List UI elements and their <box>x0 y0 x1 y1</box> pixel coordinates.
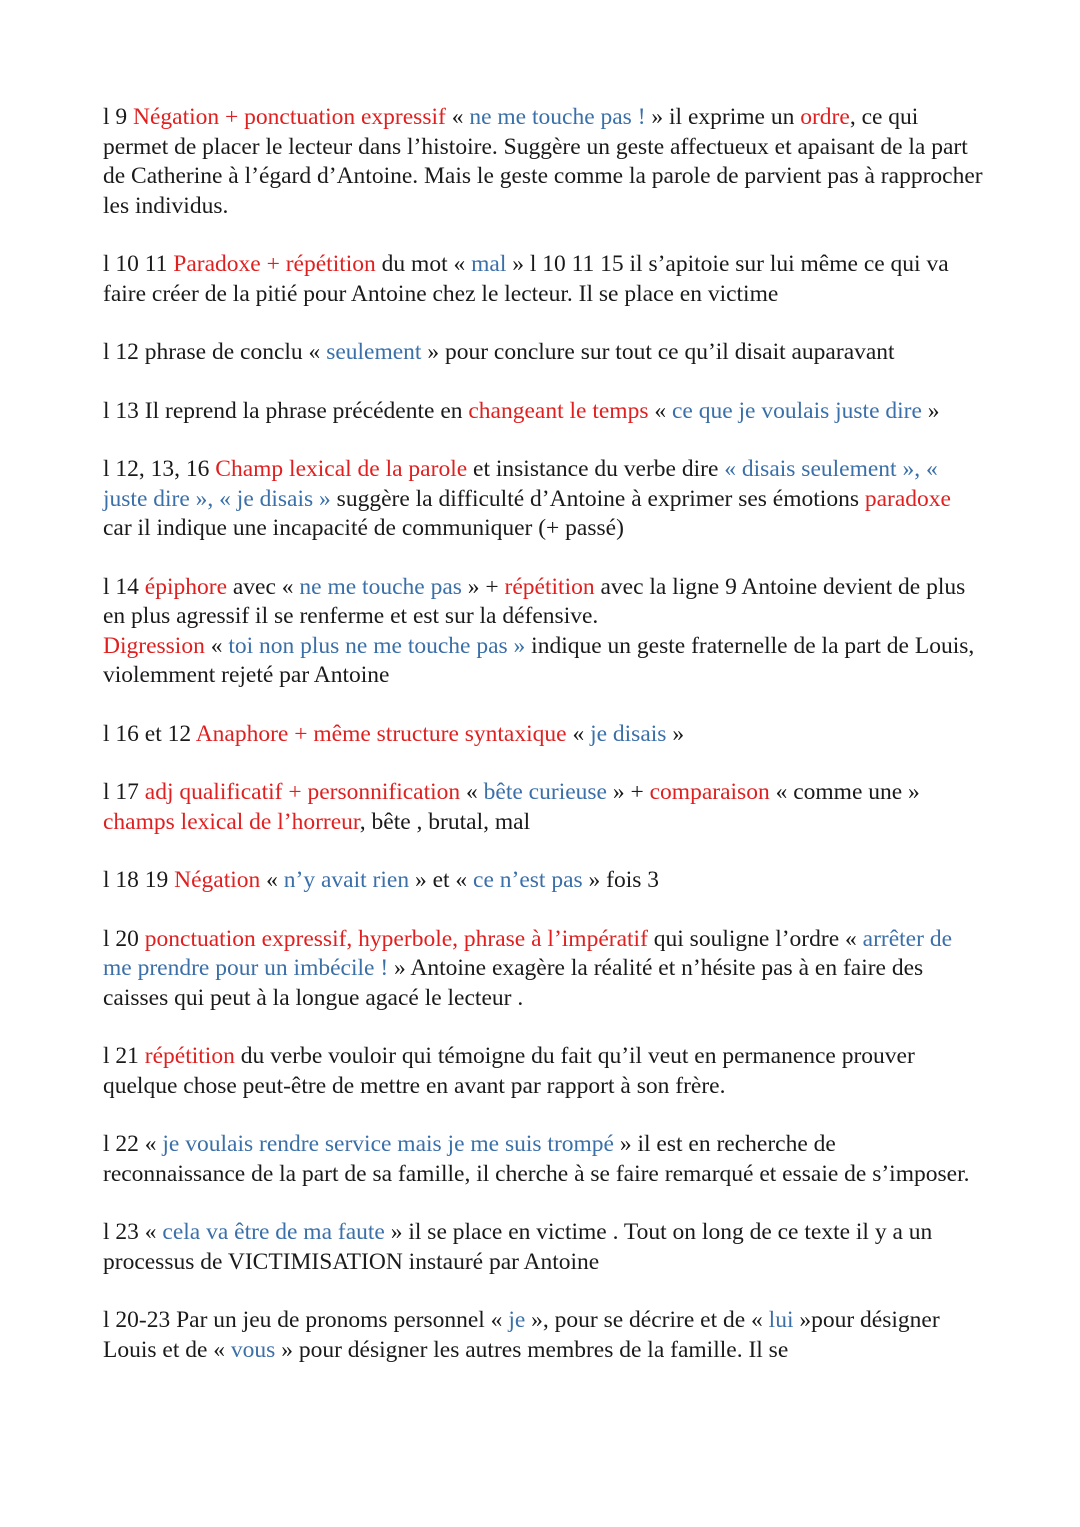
body-text: » pour désigner les autres membres de la famille. Il se <box>275 1336 789 1363</box>
analysis-paragraph <box>103 1218 983 1277</box>
body-text: l 21 <box>103 1043 145 1069</box>
figure-of-speech-text: Négation + ponctuation expressif <box>133 104 446 130</box>
quotation-text: je voulais rendre service mais je me suis trompé <box>162 1131 614 1157</box>
body-text: » <box>921 397 940 424</box>
body-text: « <box>648 397 672 424</box>
analysis-paragraph <box>103 925 983 1014</box>
body-text: » il exprime un <box>645 104 801 130</box>
analysis-paragraph <box>103 103 983 221</box>
quotation-text: n’y avait rien <box>283 867 410 893</box>
figure-of-speech-text: répétition <box>144 1043 235 1069</box>
quotation-text: cela va être de ma faute <box>162 1219 385 1245</box>
quotation-text: ce n’est pas <box>473 867 583 893</box>
body-text: « <box>204 632 229 659</box>
body-text: du mot « <box>375 251 472 277</box>
quotation-text: vous <box>230 1336 276 1363</box>
body-text: l 16 et 12 <box>103 720 196 747</box>
quotation-text: seulement <box>326 339 422 365</box>
body-text: et insistance du verbe dire <box>467 456 725 482</box>
figure-of-speech-text: changeant le temps <box>468 397 649 424</box>
body-text: l 12 phrase de conclu « <box>103 339 327 365</box>
quotation-text: mal <box>471 251 507 277</box>
analysis-paragraph <box>103 455 983 544</box>
analysis-paragraph <box>103 866 983 896</box>
document-page <box>103 103 983 1394</box>
figure-of-speech-text: ordre <box>800 104 850 130</box>
body-text: » l 10 11 15 il s’apitoie sur lui même ce qui va faire créer de la pitié pour Antoine chez le lecteur. Il se place en victime <box>103 251 949 307</box>
body-text: » Antoine exagère la réalité et n’hésite pas à en faire des caisses qui peut à la longue agacé le lecteur . <box>103 955 924 1011</box>
quotation-text: « disais seulement », « juste dire », « je disais » <box>103 456 938 512</box>
quotation-text: bête curieuse <box>483 779 607 805</box>
figure-of-speech-text: Négation <box>174 867 261 893</box>
body-text: du verbe vouloir qui témoigne du fait qu’il veut en permanence prouver quelque chose peut-être de mettre en avant par rapport à son frère. <box>103 1043 915 1099</box>
analysis-paragraph <box>103 1306 983 1365</box>
body-text: » fois 3 <box>582 867 660 893</box>
quotation-text: ne me touche pas <box>299 573 462 600</box>
quotation-text: lui <box>768 1307 794 1333</box>
body-text: l 18 19 <box>103 867 175 893</box>
figure-of-speech-text: répétition <box>504 573 595 600</box>
quotation-text: arrêter de me prendre pour un imbécile ! <box>103 925 952 981</box>
body-text: l 12, 13, 16 <box>103 456 216 482</box>
figure-of-speech-text: Champ lexical de la parole <box>215 456 468 482</box>
body-text: » + <box>606 779 650 805</box>
body-text: l 20 <box>103 925 145 952</box>
body-text: , ce qui permet de placer le lecteur dans l’histoire. Suggère un geste affectueux et apaisant de la part de Catherine à l’égard d’Antoine. Mais le geste comme la parole de parvient pas à rapprocher les individus. <box>103 104 983 219</box>
body-text: l 13 Il reprend la phrase précédente en <box>103 397 469 424</box>
body-text: qui souligne l’ordre « <box>647 925 863 952</box>
body-text: « <box>566 720 591 747</box>
quotation-text: ce que je voulais juste dire <box>671 397 922 424</box>
body-text: « <box>460 779 484 805</box>
figure-of-speech-text: Anaphore + même structure syntaxique <box>195 720 567 747</box>
body-text: « <box>260 867 284 893</box>
body-text: » il se place en victime . Tout on long de ce texte il y a un processus de VICTIMISATION instauré par Antoine <box>103 1219 933 1275</box>
figure-of-speech-text: Digression <box>103 632 205 659</box>
body-text: l 10 11 <box>103 251 174 277</box>
figure-of-speech-text: champs lexical de l’horreur <box>103 808 360 835</box>
figure-of-speech-text: épiphore <box>144 573 227 600</box>
body-text: avec la ligne 9 Antoine devient de plus en plus agressif il se renferme et est sur la défensive. <box>103 573 966 629</box>
body-text: » + <box>461 573 505 600</box>
body-text: l 22 « <box>103 1131 163 1157</box>
body-text: », pour se décrire et de « <box>525 1307 769 1333</box>
body-text: « comme une » <box>769 779 920 805</box>
analysis-paragraph <box>103 720 983 750</box>
body-text: » <box>666 720 685 747</box>
body-text: l 17 <box>103 779 145 805</box>
body-text: » il est en recherche de reconnaissance de la part de sa famille, il cherche à se faire remarqué et essaie de s’imposer. <box>103 1131 970 1187</box>
body-text: indique un geste fraternelle de la part de Louis, violemment rejeté par Antoine <box>103 632 975 688</box>
body-text: car il indique une incapacité de communiquer (+ passé) <box>103 515 624 541</box>
figure-of-speech-text: adj qualificatif + personnification <box>144 779 461 805</box>
quotation-text: je <box>508 1307 526 1333</box>
body-text: »pour désigner Louis et de « <box>103 1307 940 1363</box>
body-text: l 23 « <box>103 1219 163 1245</box>
body-text: avec « <box>227 573 300 600</box>
quotation-text: toi non plus ne me touche pas » <box>228 632 526 659</box>
figure-of-speech-text: ponctuation expressif, hyperbole, phrase à l’impératif <box>144 925 648 952</box>
analysis-paragraph <box>103 632 983 691</box>
analysis-paragraph <box>103 397 983 427</box>
body-text: , bête , brutal, mal <box>359 808 531 835</box>
analysis-paragraph <box>103 1130 983 1189</box>
body-text: » pour conclure sur tout ce qu’il disait auparavant <box>421 339 895 365</box>
body-text: « <box>445 104 470 130</box>
analysis-paragraph <box>103 1042 983 1101</box>
analysis-paragraph <box>103 573 983 632</box>
body-text: » et « <box>409 867 474 893</box>
quotation-text: ne me touche pas ! <box>469 104 646 130</box>
body-text: l 20-23 Par un jeu de pronoms personnel « <box>103 1307 509 1333</box>
figure-of-speech-text: paradoxe <box>864 485 951 512</box>
figure-of-speech-text: Paradoxe + répétition <box>173 251 376 277</box>
quotation-text: je disais <box>590 720 667 747</box>
body-text: l 14 <box>103 573 145 600</box>
analysis-paragraph <box>103 778 983 837</box>
figure-of-speech-text: comparaison <box>649 779 770 805</box>
analysis-paragraph <box>103 338 983 368</box>
body-text: l 9 <box>103 104 134 130</box>
analysis-paragraph <box>103 250 983 309</box>
body-text: suggère la difficulté d’Antoine à exprimer ses émotions <box>330 485 865 512</box>
